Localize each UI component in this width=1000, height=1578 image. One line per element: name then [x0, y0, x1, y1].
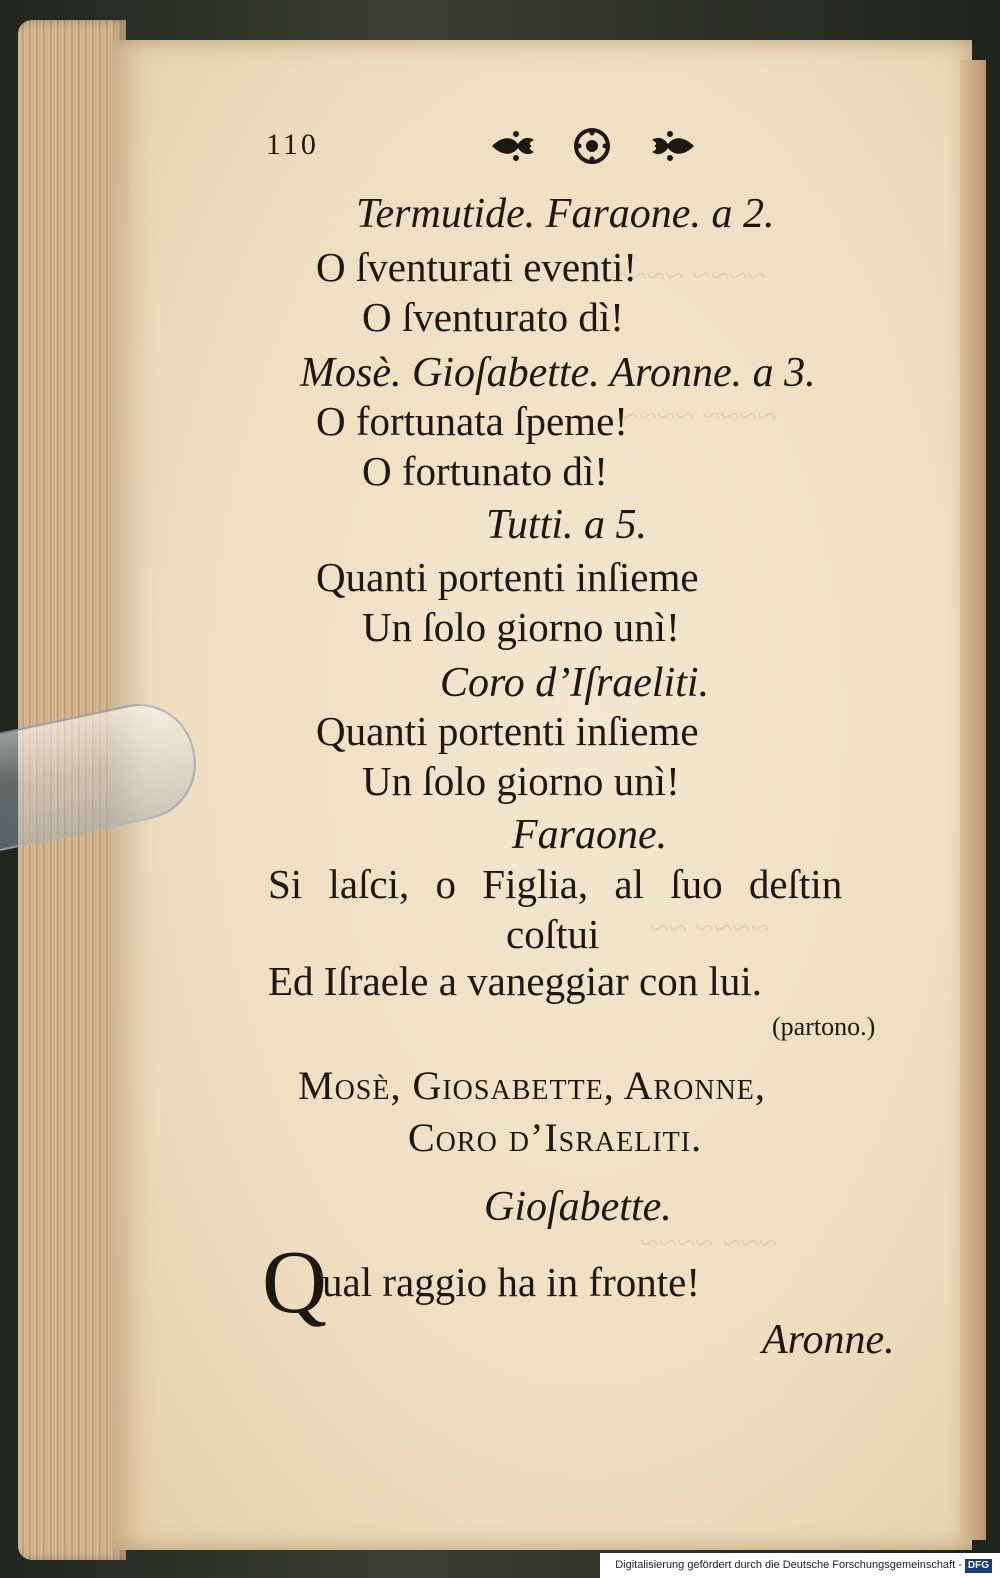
scene-characters: Mosè, Giosabette, Aronne, [298, 1063, 766, 1108]
verse-line: O fortunata ſpeme! [316, 398, 628, 444]
show-through-text: ~~~ ~~~~ [640, 1225, 778, 1262]
verse-line: O fortunato dì! [362, 448, 608, 494]
verse-line: O ſventurati eventi! [316, 244, 638, 290]
verse-line: Un ſolo giorno unì! [362, 758, 680, 804]
scene-characters: Coro d’Israeliti. [408, 1115, 703, 1160]
ornament-icon [488, 124, 698, 168]
speaker-heading: Mosè. Gioſabette. Aronne. a 3. [300, 350, 816, 396]
verse-line: Quanti portenti inſieme [316, 708, 699, 754]
verse-line: Quanti portenti inſieme [316, 554, 699, 600]
verse-line: ual raggio ha in fronte! [322, 1259, 700, 1305]
dfg-logo: DFG [965, 1559, 992, 1573]
page-number: 110 [266, 128, 319, 161]
speaker-heading: Termutide. Faraone. a 2. [356, 191, 775, 237]
speaker-heading: Tutti. a 5. [486, 502, 648, 548]
next-page-edge [960, 60, 986, 1540]
digitization-credit [600, 1553, 1000, 1578]
show-through-text: ~~~~ ~~~~ [610, 258, 766, 295]
speaker-heading: Gioſabette. [484, 1184, 672, 1230]
stage-direction: (partono.) [772, 1012, 876, 1041]
drop-cap-initial: Q [262, 1233, 327, 1332]
speaker-heading: Faraone. [512, 812, 668, 858]
speaker-heading: Coro d’Iſraeliti. [440, 660, 710, 706]
catchword: Aronne. [762, 1317, 895, 1363]
verse-line: O ſventurato dì! [362, 294, 624, 340]
verse-line: Si laſci, o Figlia, al ſuo deſtin [268, 861, 843, 907]
verse-line: Un ſolo giorno unì! [362, 604, 680, 650]
verse-line: Ed Iſraele a vaneggiar con lui. [268, 958, 763, 1004]
credit-text: Digitalisierung gefördert durch die Deutsche Forschungsgemeinschaft - [615, 1559, 962, 1571]
show-through-text: ~~~~ ~~~~ [620, 398, 776, 435]
verse-line: coſtui [506, 911, 600, 957]
show-through-text: ~~~~ ~~ [650, 910, 769, 947]
